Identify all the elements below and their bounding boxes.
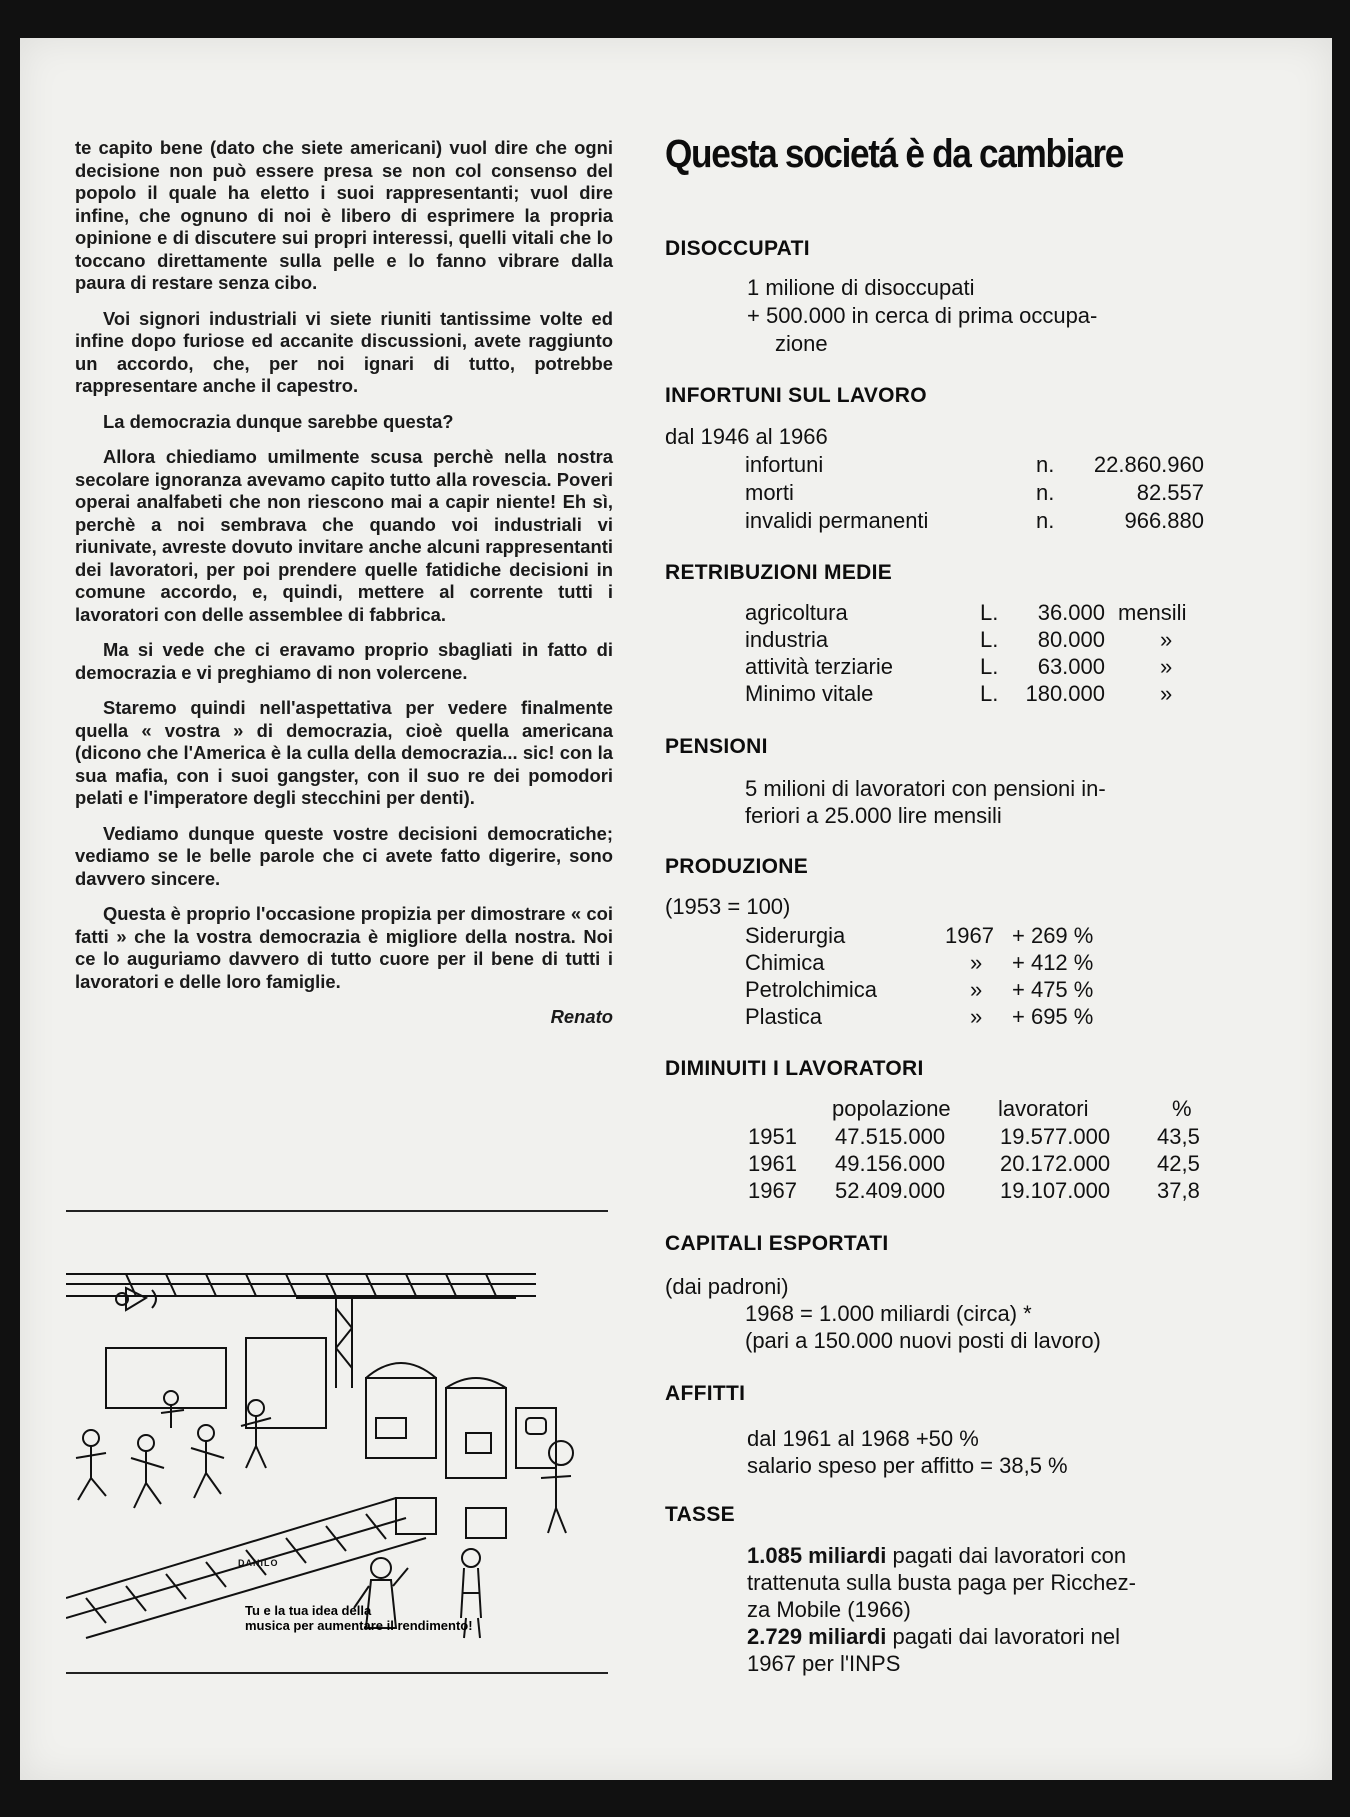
cartoon-drawing-icon	[66, 1268, 606, 1642]
heading-disoccupati: DISOCCUPATI	[665, 237, 810, 260]
produzione-year-1: »	[970, 950, 983, 975]
capitali-line-2: 1968 = 1.000 miliardi (circa) *	[745, 1301, 1032, 1326]
diminuiti-year-2: 1967	[748, 1178, 797, 1203]
produzione-label-3: Plastica	[745, 1004, 823, 1029]
diminuiti-col-lavoratori: lavoratori	[998, 1096, 1089, 1121]
diminuiti-pct-2: 37,8	[1157, 1178, 1200, 1203]
diminuiti-pct-0: 43,5	[1157, 1124, 1200, 1149]
paragraph-4: Allora chiediamo umilmente scusa perchè nella nostra secolare ignoranza avevamo capito tutto alla rovescia. Poveri operai analfabeti che non riescono mai a capir niente! Eh sì, perchè a noi sembrava che quando voi industriali vi riunivate, avreste dovuto invitare anche alcuni rappresentanti dei lavoratori, per poi prendere quelle fatidiche decisioni in comune accordo, e, quindi, mettere al corrente tutti i lavoratori con delle assemblee di fabbrica.	[75, 446, 613, 625]
produzione-label-2: Petrolchimica	[745, 977, 878, 1002]
retribuzioni-prefix-0: L.	[980, 600, 999, 625]
capitali-line-3: (pari a 150.000 nuovi posti di lavoro)	[745, 1328, 1101, 1353]
diminuiti-col-percent: %	[1172, 1096, 1192, 1121]
retribuzioni-suffix-2: »	[1160, 654, 1173, 679]
produzione-value-1: + 412 %	[1012, 950, 1094, 975]
diminuiti-pop-0: 47.515.000	[835, 1124, 946, 1149]
diminuiti-pop-1: 49.156.000	[835, 1151, 946, 1176]
pensioni-line-2: feriori a 25.000 lire mensili	[745, 803, 1002, 828]
diminuiti-year-1: 1961	[748, 1151, 797, 1176]
produzione-value-3: + 695 %	[1012, 1004, 1094, 1029]
heading-infortuni: INFORTUNI SUL LAVORO	[665, 384, 927, 407]
infortuni-value-0: 22.860.960	[1093, 452, 1204, 477]
diminuiti-pop-2: 52.409.000	[835, 1178, 946, 1203]
cartoon-caption	[245, 1603, 473, 1633]
heading-pensioni: PENSIONI	[665, 735, 768, 758]
disoccupati-line-3: zione	[775, 331, 828, 356]
retribuzioni-value-3: 180.000	[1025, 681, 1105, 706]
tasse-a-amount: 1.085 miliardi	[747, 1543, 887, 1568]
retribuzioni-suffix-0: mensili	[1118, 600, 1187, 625]
tasse-a-text: pagati dai lavoratori con	[886, 1543, 1127, 1568]
tasse-b-text: pagati dai lavoratori nel	[886, 1624, 1121, 1649]
heading-affitti: AFFITTI	[665, 1382, 746, 1405]
divider-bottom	[66, 1672, 608, 1674]
paragraph-6: Staremo quindi nell'aspettativa per vedere finalmente quella « vostra » di democrazia, cioè quella americana (dicono che l'America è la culla della democrazia... sic! con la sua mafia, con i suoi gangster, con il suo re dei pomodori pelati e l'imperatore degli stecchini per denti).	[75, 697, 613, 808]
tasse-b-line-1	[747, 1623, 1120, 1650]
paragraph-5: Ma si vede che ci eravamo proprio sbagliati in fatto di democrazia e vi preghiamo di non volercene.	[75, 639, 613, 683]
paragraph-1: te capito bene (dato che siete americani) vuol dire che ogni decisione non può essere presa se non col consenso del popolo il quale ha eletto i suoi rappresentanti; vuol dire infine, che ognuno di noi è libero di esprimere la propria opinione e di discutere sui propri interessi, quelli vitali che lo toccano direttamente sulla pelle e lo fanno vibrare dalla paura di restare senza cibo.	[75, 137, 613, 293]
diminuiti-pct-1: 42,5	[1157, 1151, 1200, 1176]
divider-top	[66, 1210, 608, 1212]
disoccupati-line-1: 1 milione di disoccupati	[747, 275, 975, 300]
capitali-line-1: (dai padroni)	[665, 1274, 789, 1299]
infortuni-prefix-2: n.	[1036, 508, 1055, 533]
diminuiti-lav-0: 19.577.000	[1000, 1124, 1111, 1149]
paragraph-8: Questa è proprio l'occasione propizia per dimostrare « coi fatti » che la vostra democrazia è migliore della nostra. Noi ce lo auguriamo davvero di tutto cuore per il bene di tutti i lavoratori e delle loro famiglie.	[75, 903, 613, 992]
infortuni-label-1: morti	[745, 480, 794, 505]
retribuzioni-prefix-3: L.	[980, 681, 999, 706]
tasse-a-line-3: za Mobile (1966)	[747, 1597, 911, 1622]
paragraph-2: Voi signori industriali vi siete riuniti tantissime volte ed infine dopo furiose ed accanite discussioni, avete raggiunto un accordo, che, per noi ignari di tutto, potrebbe rappresentare anche il capestro.	[75, 307, 613, 396]
paragraph-3: La democrazia dunque sarebbe questa?	[103, 410, 454, 432]
produzione-label-0: Siderurgia	[745, 923, 846, 948]
retribuzioni-prefix-2: L.	[980, 654, 999, 679]
retribuzioni-value-1: 80.000	[1037, 627, 1105, 652]
caption-line-2: musica per aumentare il rendimento!	[245, 1618, 473, 1633]
tasse-a-line-1	[747, 1542, 1126, 1569]
retribuzioni-prefix-1: L.	[980, 627, 999, 652]
retribuzioni-value-0: 36.000	[1037, 600, 1105, 625]
retribuzioni-label-1: industria	[745, 627, 829, 652]
infortuni-prefix-1: n.	[1036, 480, 1055, 505]
cartoon-artist-signature: DANILO	[238, 1558, 279, 1568]
tasse-b-line-2: 1967 per l'INPS	[747, 1651, 901, 1676]
paragraph-7: Vediamo dunque queste vostre decisioni democratiche; vediamo se le belle parole che ci avete fatto digerire, sono davvero sincere.	[75, 822, 613, 889]
retribuzioni-label-2: attività terziarie	[745, 654, 893, 679]
page-title: Questa societá è da cambiare	[665, 132, 1124, 176]
heading-tasse: TASSE	[665, 1503, 735, 1526]
caption-line-1: Tu e la tua idea della	[245, 1603, 372, 1618]
infortuni-label-2: invalidi permanenti	[745, 508, 929, 533]
heading-produzione: PRODUZIONE	[665, 855, 809, 878]
heading-capitali: CAPITALI ESPORTATI	[665, 1232, 889, 1255]
author-signature: Renato	[550, 1006, 613, 1027]
produzione-value-0: + 269 %	[1012, 923, 1094, 948]
diminuiti-lav-1: 20.172.000	[1000, 1151, 1111, 1176]
diminuiti-year-0: 1951	[748, 1124, 797, 1149]
produzione-label-1: Chimica	[745, 950, 825, 975]
produzione-year-3: »	[970, 1004, 983, 1029]
heading-diminuiti: DIMINUITI I LAVORATORI	[665, 1057, 924, 1080]
tasse-b-amount: 2.729 miliardi	[747, 1624, 887, 1649]
produzione-year-0: 1967	[945, 923, 994, 948]
infortuni-value-2: 966.880	[1124, 508, 1204, 533]
article-left-column	[75, 137, 613, 1029]
infortuni-prefix-0: n.	[1036, 452, 1055, 477]
retribuzioni-value-2: 63.000	[1037, 654, 1105, 679]
tasse-a-line-2: trattenuta sulla busta paga per Ricchez-	[747, 1570, 1136, 1595]
diminuiti-lav-2: 19.107.000	[1000, 1178, 1111, 1203]
infortuni-label-0: infortuni	[745, 452, 824, 477]
retribuzioni-label-3: Minimo vitale	[745, 681, 874, 706]
affitti-line-2: salario speso per affitto = 38,5 %	[747, 1453, 1068, 1478]
retribuzioni-suffix-1: »	[1160, 627, 1173, 652]
retribuzioni-suffix-3: »	[1160, 681, 1173, 706]
affitti-line-1: dal 1961 al 1968 +50 %	[747, 1426, 979, 1451]
heading-retribuzioni: RETRIBUZIONI MEDIE	[665, 561, 893, 584]
factory-cartoon	[66, 1268, 606, 1642]
disoccupati-line-2: + 500.000 in cerca di prima occupa-	[747, 303, 1098, 328]
infortuni-value-1: 82.557	[1136, 480, 1204, 505]
infortuni-period: dal 1946 al 1966	[665, 424, 828, 449]
produzione-year-2: »	[970, 977, 983, 1002]
produzione-value-2: + 475 %	[1012, 977, 1094, 1002]
retribuzioni-label-0: agricoltura	[745, 600, 848, 625]
produzione-base: (1953 = 100)	[665, 894, 791, 919]
diminuiti-col-popolazione: popolazione	[832, 1096, 951, 1121]
pensioni-line-1: 5 milioni di lavoratori con pensioni in-	[745, 776, 1106, 801]
